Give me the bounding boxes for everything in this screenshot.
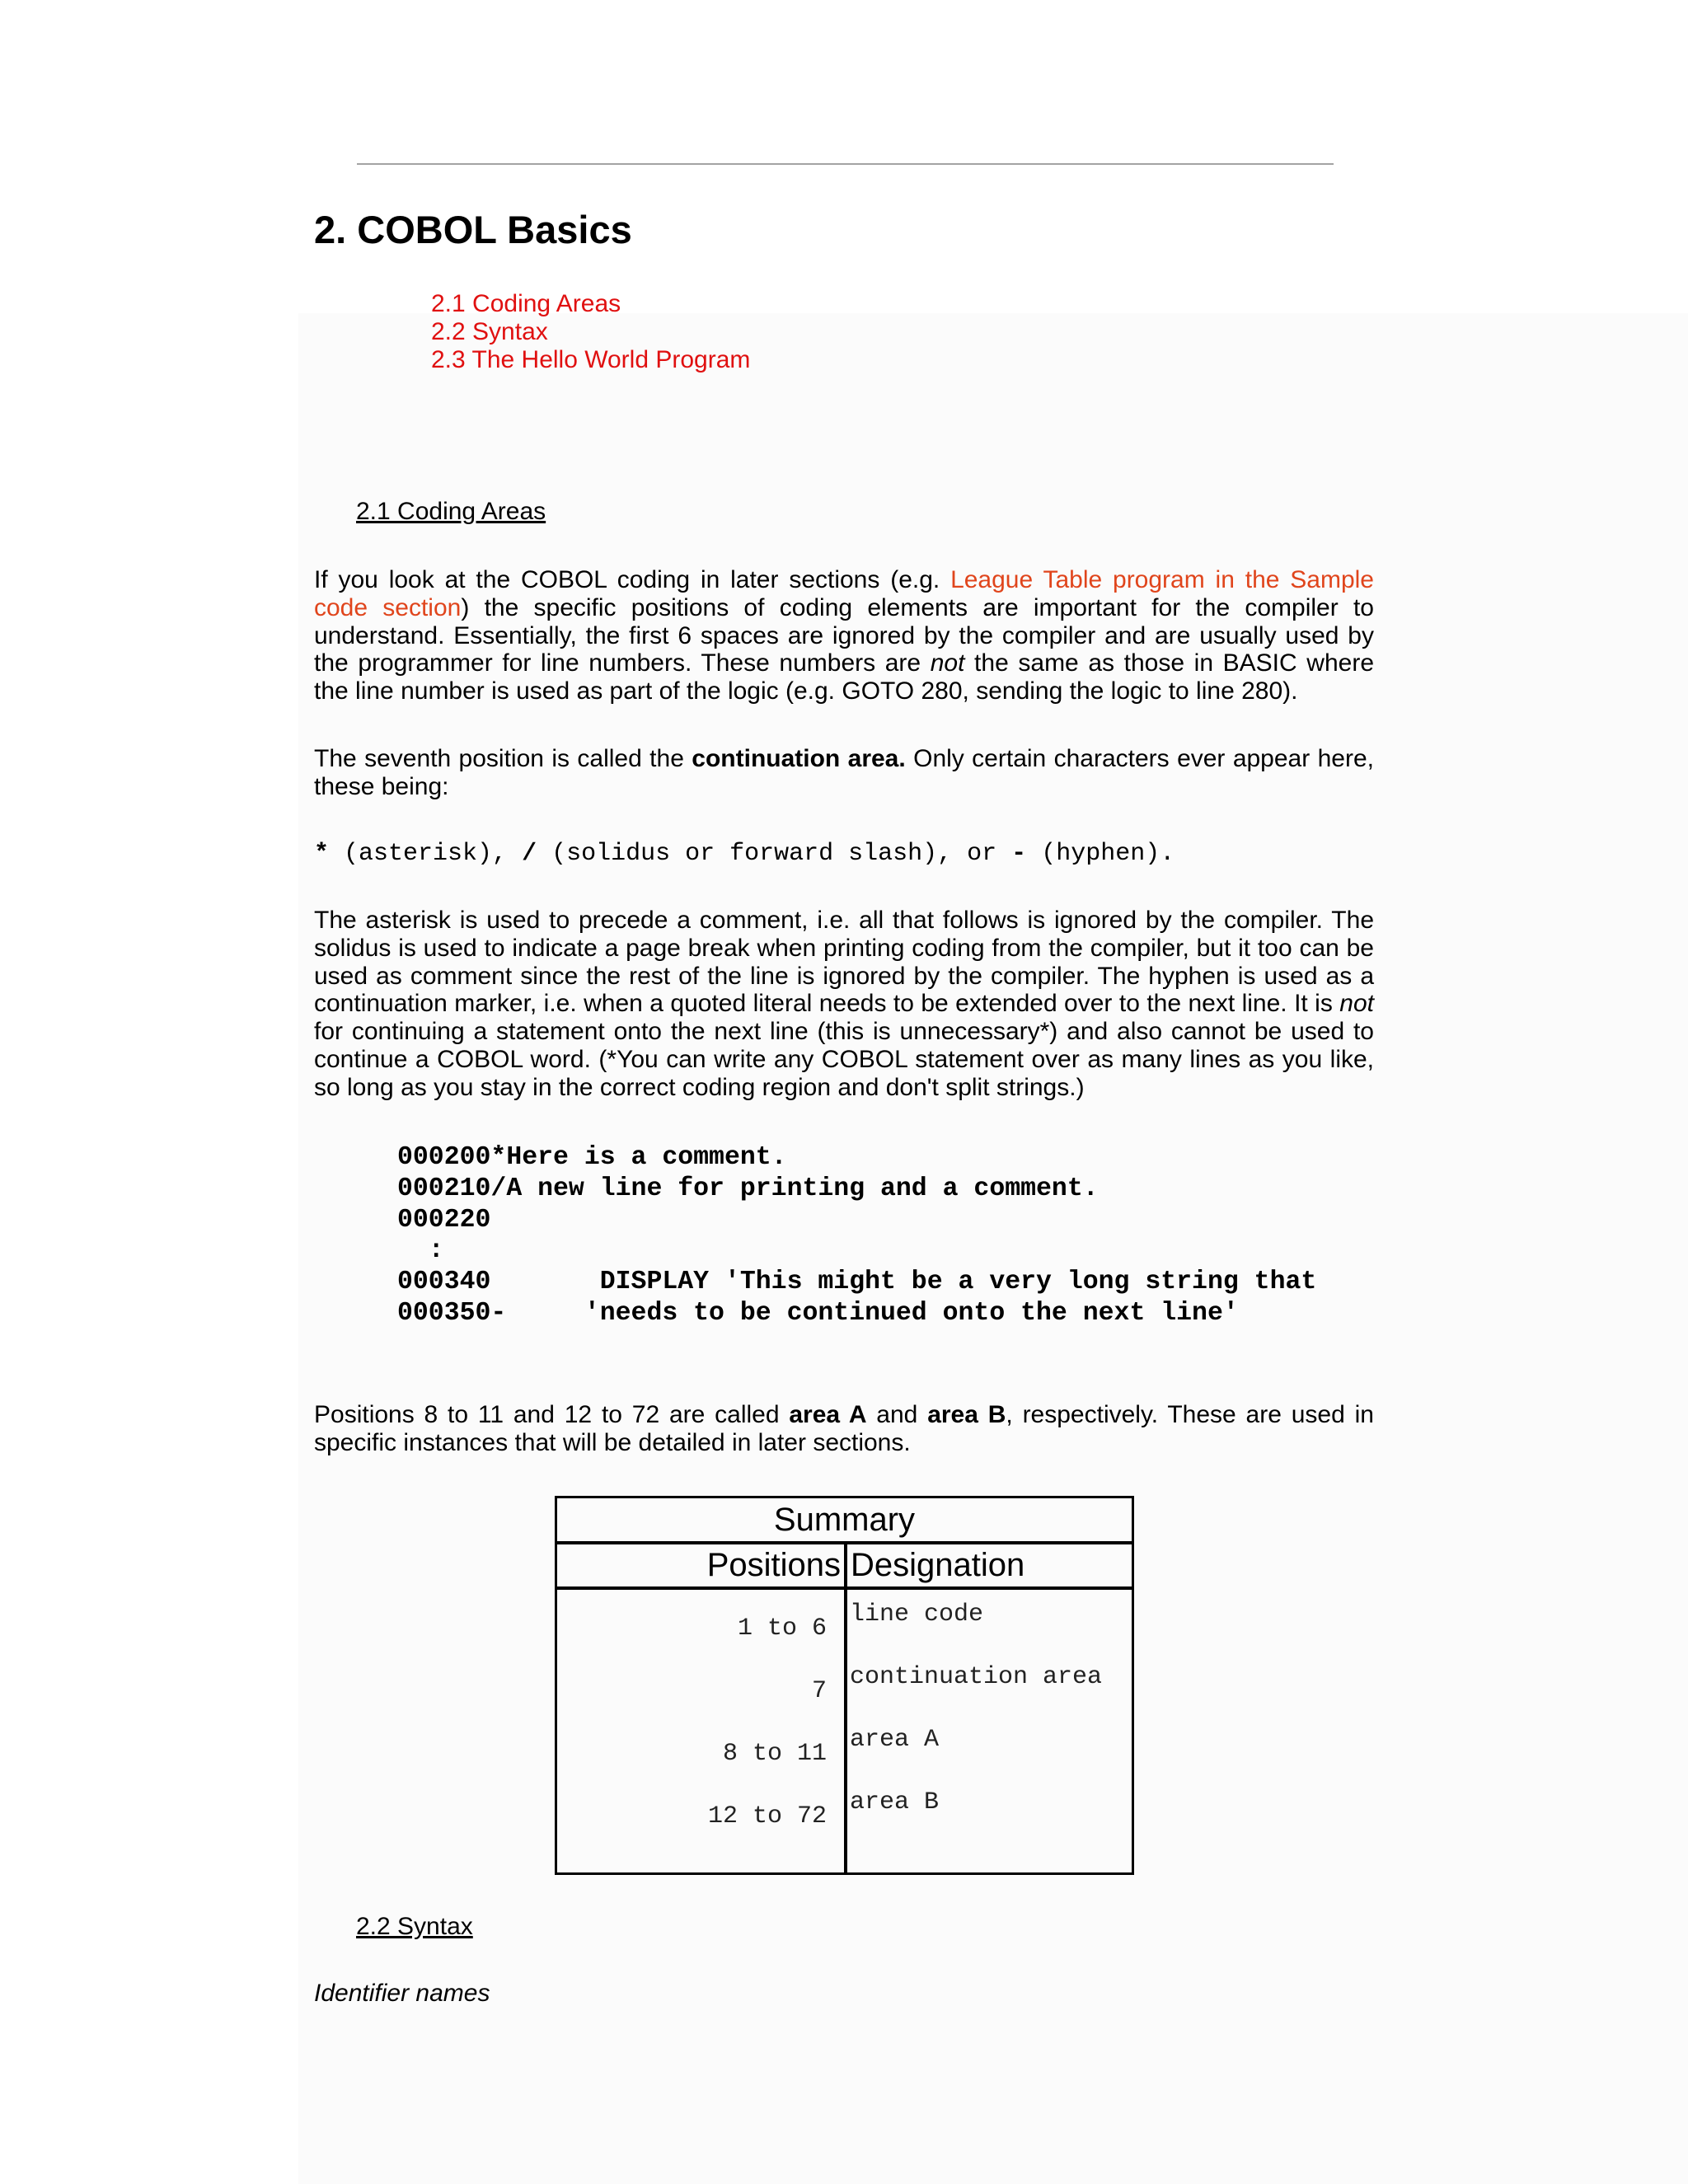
table-cell-designation: area A <box>850 1726 940 1754</box>
page-title: 2. COBOL Basics <box>314 208 632 251</box>
table-cell-designation: line code <box>850 1601 984 1629</box>
areas-paragraph <box>314 1401 1374 1457</box>
table-cell-designation: continuation area <box>850 1663 1103 1691</box>
text-run: and <box>866 1401 928 1428</box>
asterisk-char: * <box>314 840 330 868</box>
column-header-designation: Designation <box>851 1547 1025 1583</box>
emphasis: not <box>1339 990 1374 1018</box>
summary-table <box>555 1496 1134 1875</box>
text-run: for continuing a statement onto the next line (this is unnecessary*) and also cannot be used to continue a COBOL word. (*You can write any COBOL statement over as many lines as you like, so long as you stay in the correct coding region and don't split strings.) <box>314 1018 1374 1101</box>
solidus-char: / <box>522 840 537 868</box>
continuation-characters <box>314 837 1175 869</box>
coding-areas-paragraph <box>314 566 1374 705</box>
text-run: The asterisk is used to precede a comment, i.e. all that follows is ignored by the compiler. The solidus is used to indicate a page break when printing coding from the compiler, but it too can be used as comment since the rest of the line is ignored by the compiler. The hyphen is used as a continuation marker, i.e. when a quoted literal needs to be extended over to the next line. It is <box>314 907 1374 1018</box>
text-run: The seventh position is called the <box>314 745 692 772</box>
table-cell-positions: 1 to 6 <box>737 1615 827 1643</box>
table-cell-designation: area B <box>850 1788 940 1816</box>
text-run: If you look at the COBOL coding in later sections (e.g. <box>314 566 951 593</box>
characters-explanation-paragraph <box>314 907 1374 1102</box>
subsection-heading-identifier-names: Identifier names <box>314 1980 490 2007</box>
toc-link-syntax[interactable]: 2.2 Syntax <box>431 318 548 345</box>
text-run: ) the specific positions of coding elements are important for the compiler to understand. Essentially, the first 6 spaces are ignored by the compiler and are usually used by the programmer for line numbers. These numbers are <box>314 593 1374 677</box>
text-run: Only certain characters ever appear here, these being: <box>314 745 1375 800</box>
table-column-divider <box>844 1543 847 1875</box>
text-run: , respectively. These are used in specific instances that will be detailed in later sections. <box>314 1401 1374 1456</box>
asterisk-desc: (asterisk), <box>329 840 523 868</box>
league-table-link[interactable]: League Table program in the Sample code section <box>314 566 1374 621</box>
code-example: 000200*Here is a comment. 000210/A new line for printing and a comment. 000220 : 000340 DISPLAY 'This might be a very long string that 000350- 'needs to be continued onto the next line' <box>397 1143 1317 1328</box>
hyphen-desc: (hyphen). <box>1026 840 1175 868</box>
text-run: Positions 8 to 11 and 12 to 72 are called <box>314 1401 790 1428</box>
top-rule <box>357 163 1334 165</box>
solidus-desc: (solidus or forward slash), or <box>537 840 1012 868</box>
table-cell-positions: 8 to 11 <box>722 1740 827 1768</box>
table-caption: Summary <box>773 1502 916 1538</box>
term-continuation-area: continuation area. <box>692 745 906 772</box>
toc-link-coding-areas[interactable]: 2.1 Coding Areas <box>431 290 621 317</box>
hyphen-char: - <box>1011 840 1027 868</box>
section-heading-syntax: 2.2 Syntax <box>356 1913 473 1940</box>
table-cell-positions: 12 to 72 <box>707 1802 827 1830</box>
toc-link-hello-world[interactable]: 2.3 The Hello World Program <box>431 346 751 373</box>
table-cell-positions: 7 <box>811 1677 827 1705</box>
table-of-contents <box>431 290 750 374</box>
term-area-b: area B <box>927 1401 1006 1428</box>
term-area-a: area A <box>789 1401 867 1428</box>
section-heading-coding-areas: 2.1 Coding Areas <box>356 498 546 525</box>
continuation-area-paragraph <box>314 745 1374 801</box>
column-header-positions: Positions <box>706 1547 841 1583</box>
text-run: the same as those in BASIC where the line number is used as part of the logic (e.g. GOTO 280, sending the logic to line 280). <box>314 649 1374 705</box>
emphasis: not <box>930 649 965 677</box>
